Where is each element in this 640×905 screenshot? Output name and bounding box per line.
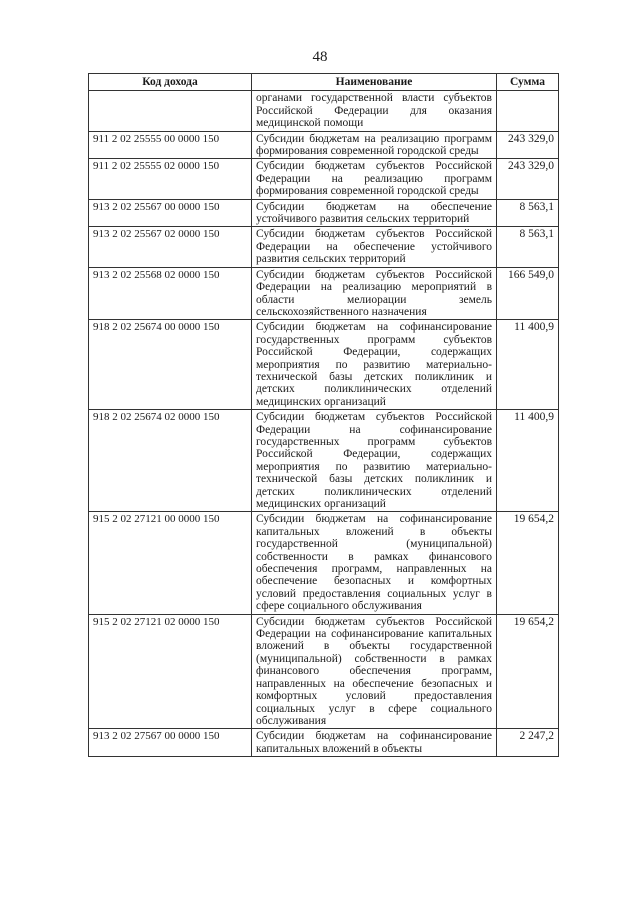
- income-code: 913 2 02 25567 00 0000 150: [89, 199, 252, 227]
- table-row: [89, 131, 559, 159]
- income-sum: 8 563,1: [497, 227, 559, 267]
- income-code: 918 2 02 25674 02 0000 150: [89, 410, 252, 512]
- income-name: Субсидии бюджетам на обеспечение устойчивого развития сельских территорий: [252, 199, 497, 227]
- table-row: [89, 227, 559, 267]
- income-code: 911 2 02 25555 02 0000 150: [89, 159, 252, 199]
- income-name: органами государственной власти субъектов Российской Федерации для оказания медицинской помощи: [252, 91, 497, 131]
- income-code: 915 2 02 27121 02 0000 150: [89, 614, 252, 729]
- income-sum: 8 563,1: [497, 199, 559, 227]
- income-sum: 19 654,2: [497, 614, 559, 729]
- income-name: Субсидии бюджетам на софинансирование государственных программ субъектов Российской Федерации, содержащих мероприятия по развитию материально-технической базы детских поликлиник и детских поликлинических отделений медицинских организаций: [252, 320, 497, 410]
- income-name: Субсидии бюджетам на реализацию программ формирования современной городской среды: [252, 131, 497, 159]
- income-sum: 166 549,0: [497, 267, 559, 320]
- income-sum: 11 400,9: [497, 410, 559, 512]
- income-code: 915 2 02 27121 00 0000 150: [89, 512, 252, 614]
- header-name: Наименование: [252, 74, 497, 91]
- page-number: 48: [312, 49, 328, 65]
- table-row: [89, 267, 559, 320]
- income-code: [89, 91, 252, 131]
- table-row: [89, 410, 559, 512]
- income-code: 918 2 02 25674 00 0000 150: [89, 320, 252, 410]
- income-code: 913 2 02 27567 00 0000 150: [89, 729, 252, 757]
- income-sum: 2 247,2: [497, 729, 559, 757]
- income-sum: 243 329,0: [497, 159, 559, 199]
- table-row: [89, 512, 559, 614]
- income-name: Субсидии бюджетам на софинансирование капитальных вложений в объекты государственной (муниципальной) собственности в рамках финансового обеспечения программ, направленных на обеспечение безопасных и комфортных условий предоставления социальных услуг в сфере социального обслуживания: [252, 512, 497, 614]
- income-name: Субсидии бюджетам субъектов Российской Федерации на обеспечение устойчивого развития сельских территорий: [252, 227, 497, 267]
- header-sum: Сумма: [497, 74, 559, 91]
- income-sum: 243 329,0: [497, 131, 559, 159]
- revenue-table: [88, 73, 559, 757]
- table-row: [89, 729, 559, 757]
- table-header-row: [89, 74, 559, 91]
- table-row: [89, 614, 559, 729]
- header-code: Код дохода: [89, 74, 252, 91]
- income-sum: 19 654,2: [497, 512, 559, 614]
- income-name: Субсидии бюджетам субъектов Российской Федерации на софинансирование государственных программ субъектов Российской Федерации, содержащих мероприятия по развитию материально-технической базы детских поликлиник и детских поликлинических отделений медицинских организаций: [252, 410, 497, 512]
- table-row: [89, 199, 559, 227]
- income-name: Субсидии бюджетам субъектов Российской Федерации на реализацию программ формирования современной городской среды: [252, 159, 497, 199]
- income-sum: [497, 91, 559, 131]
- table-row: [89, 91, 559, 131]
- income-name: Субсидии бюджетам субъектов Российской Федерации на софинансирование капитальных вложений в объекты государственной (муниципальной) собственности в рамках финансового обеспечения программ, направленных на обеспечение безопасных и комфортных условий предоставления социальных услуг в сфере социального обслуживания: [252, 614, 497, 729]
- table-row: [89, 159, 559, 199]
- income-code: 913 2 02 25568 02 0000 150: [89, 267, 252, 320]
- income-code: 913 2 02 25567 02 0000 150: [89, 227, 252, 267]
- income-name: Субсидии бюджетам субъектов Российской Федерации на реализацию мероприятий в области мелиорации земель сельскохозяйственного назначения: [252, 267, 497, 320]
- table-row: [89, 320, 559, 410]
- income-code: 911 2 02 25555 00 0000 150: [89, 131, 252, 159]
- income-sum: 11 400,9: [497, 320, 559, 410]
- income-name: Субсидии бюджетам на софинансирование капитальных вложений в объекты: [252, 729, 497, 757]
